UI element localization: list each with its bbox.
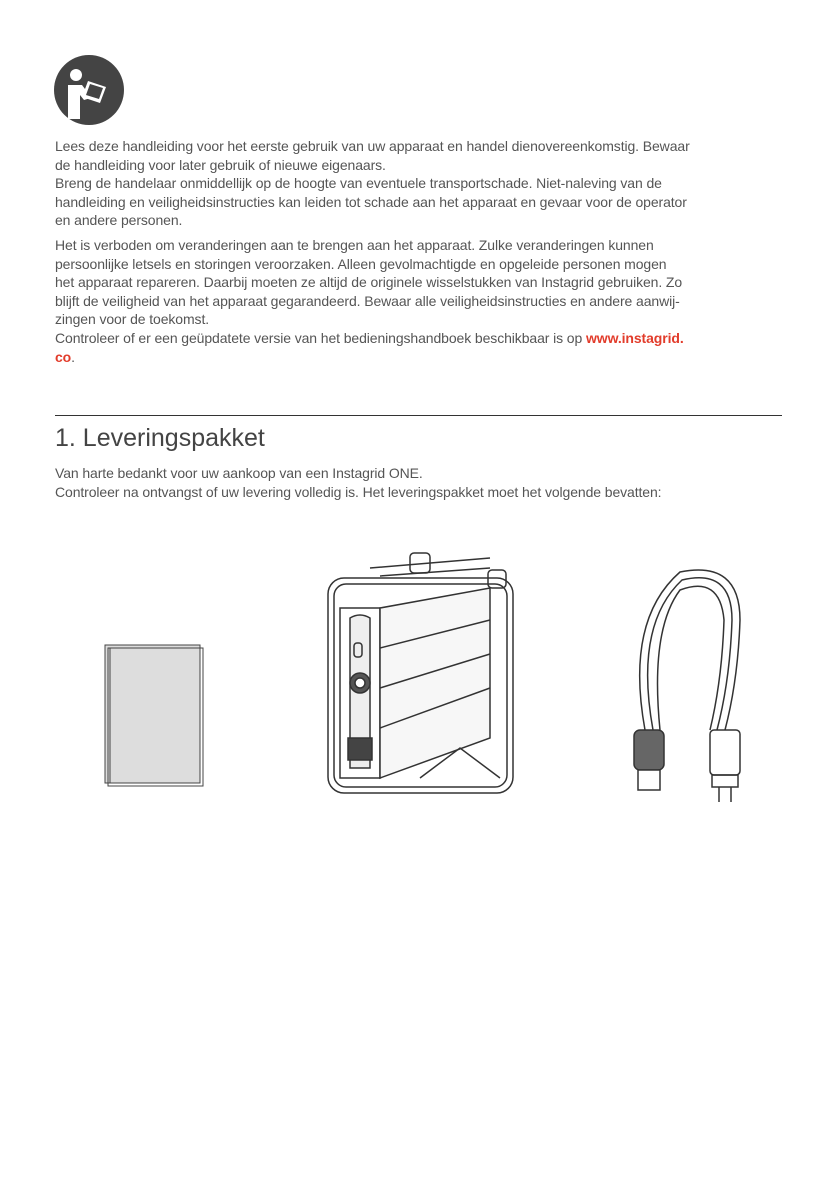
text-line: Van harte bedankt voor uw aankoop van een Instagrid ONE.	[55, 465, 423, 481]
instagrid-one-device-illustration	[320, 548, 530, 798]
text-line: Breng de handelaar onmiddellijk op de hoogte van eventuele transportschade. Niet-naleving van de	[55, 175, 662, 192]
text-line: Het is verboden om veranderingen aan te brengen aan het apparaat. Zulke veranderingen kunnen	[55, 237, 654, 253]
section-intro	[55, 464, 795, 501]
text-line: en andere personen.	[55, 212, 183, 229]
text-line: het apparaat repareren. Daarbij moeten ze altijd de originele wisselstukken van Instagrid gebruiken. Zo	[55, 274, 683, 291]
read-manual-icon	[54, 55, 124, 125]
section-divider	[55, 415, 782, 416]
update-check-line	[55, 329, 795, 348]
text-line: Controleer na ontvangst of uw levering volledig is. Het leveringspakket moet het volgende bevatten:	[55, 483, 662, 500]
text-line: handleiding en veiligheidsinstructies kan leiden tot schade aan het apparaat en gevaar voor de operator	[55, 193, 687, 210]
period: .	[71, 348, 75, 365]
website-link[interactable]: www.instagrid.	[585, 329, 684, 346]
charging-cable-illustration	[620, 560, 760, 810]
text-line: blijft de veiligheid van het apparaat gegarandeerd. Bewaar alle veiligheidsinstructies en andere aanwij-	[55, 292, 680, 309]
text-line: Controleer of er een geüpdatete versie van het bedieningshandboek beschikbaar is op	[55, 329, 586, 346]
text-line: de handleiding voor later gebruik of nieuwe eigenaars.	[55, 156, 386, 173]
website-link-continued[interactable]: co	[55, 348, 72, 365]
text-line: zingen voor de toekomst.	[55, 311, 210, 328]
text-line: persoonlijke letsels en storingen veroorzaken. Alleen gevolmachtigde en opgeleide personen mogen	[55, 255, 667, 272]
section-title: 1. Leveringspakket	[55, 424, 265, 452]
manual-booklet-illustration	[100, 640, 206, 788]
intro-paragraph-2	[55, 236, 795, 366]
text-line: Lees deze handleiding voor het eerste gebruik van uw apparaat en handel dienovereenkomstig. Bewaar	[55, 138, 690, 154]
intro-paragraph-1	[55, 137, 795, 230]
